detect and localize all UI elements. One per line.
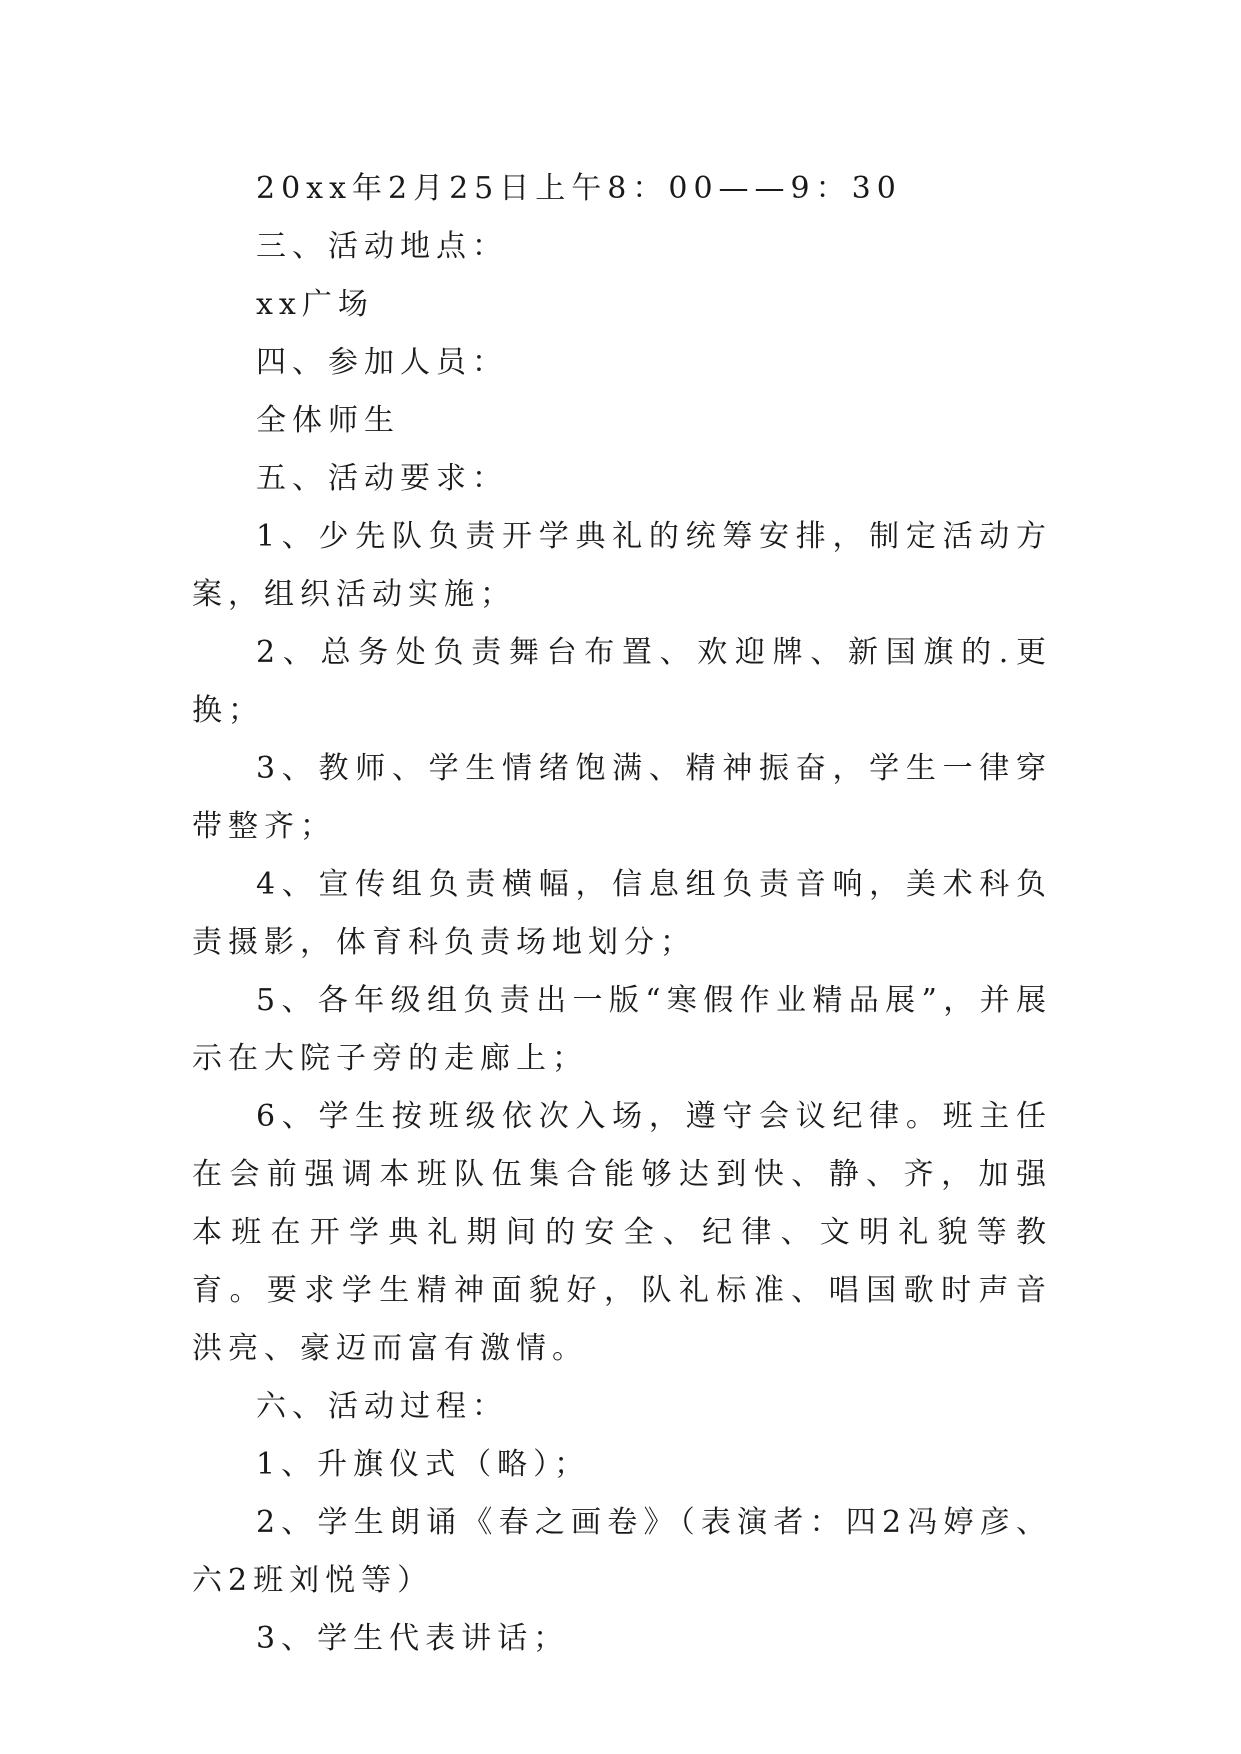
section-heading-location: 三、活动地点：	[256, 229, 508, 264]
document-body	[192, 160, 1052, 1668]
section-heading-requirements: 五、活动要求：	[256, 461, 508, 496]
section-heading-process: 六、活动过程：	[256, 1389, 508, 1424]
requirement-item: 1、少先队负责开学典礼的统筹安排，制定活动方案，组织活动实施；	[192, 519, 1052, 612]
requirement-item: 5、各年级组负责出一版“寒假作业精品展”，并展示在大院子旁的走廊上；	[192, 983, 1052, 1076]
section-heading-participants: 四、参加人员：	[256, 345, 508, 380]
requirement-item: 2、总务处负责舞台布置、欢迎牌、新国旗的.更换；	[192, 635, 1052, 728]
process-item: 1、升旗仪式（略）；	[256, 1447, 591, 1482]
process-item: 3、学生代表讲话；	[256, 1621, 570, 1656]
requirement-item: 4、宣传组负责横幅，信息组负责音响，美术科负责摄影，体育科负责场地划分；	[192, 867, 1052, 960]
requirement-item: 3、教师、学生情绪饱满、精神振奋，学生一律穿带整齐；	[192, 751, 1052, 844]
activity-location-value: xx广场	[256, 287, 374, 322]
participants-value: 全体师生	[256, 403, 400, 438]
activity-time-value: 20xx年2月25日上午8：00——9：30	[256, 171, 902, 206]
process-item: 2、学生朗诵《春之画卷》（表演者：四2冯婷彦、六2班刘悦等）	[192, 1505, 1052, 1598]
requirement-item: 6、学生按班级依次入场，遵守会议纪律。班主任在会前强调本班队伍集合能够达到快、静、齐，加强本班在开学典礼期间的安全、纪律、文明礼貌等教育。要求学生精神面貌好，队礼标准、唱国歌时声音洪亮、豪迈而富有激情。	[192, 1099, 1052, 1366]
